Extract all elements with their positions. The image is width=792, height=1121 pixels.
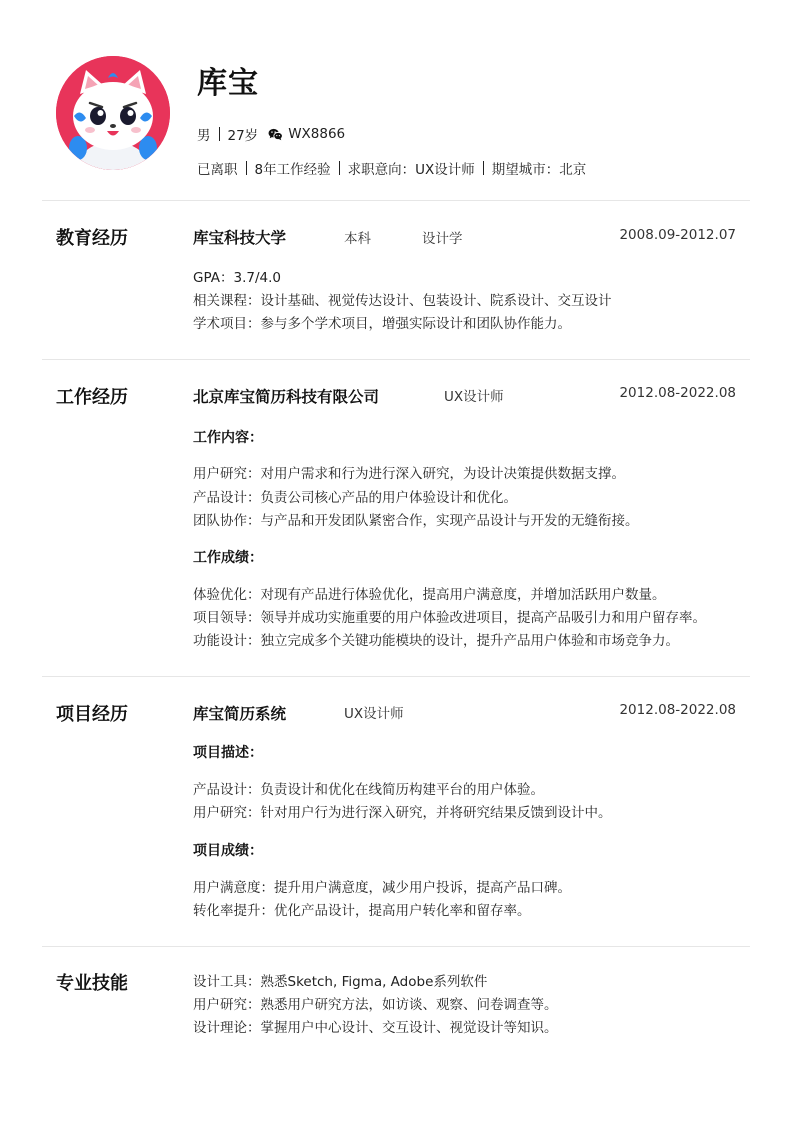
work-content-heading: 工作内容： bbox=[193, 430, 263, 446]
wechat-icon bbox=[268, 128, 283, 141]
work-experience: 8年工作经验 bbox=[254, 162, 331, 178]
project-desc-line: 用户研究：针对用户行为进行深入研究，并将研究结果反馈到设计中。 bbox=[193, 805, 612, 821]
work-content-line: 用户研究：对用户需求和行为进行深入研究，为设计决策提供数据支撑。 bbox=[193, 466, 625, 482]
job-intent: 求职意向：UX设计师 bbox=[347, 162, 475, 178]
expected-city: 期望城市：北京 bbox=[491, 162, 587, 178]
skill-line: 设计工具：熟悉Sketch, Figma, Adobe系列软件 bbox=[193, 974, 488, 990]
work-achievement-line: 体验优化：对现有产品进行体验优化，提高用户满意度，并增加活跃用户数量。 bbox=[193, 587, 666, 603]
project-role: UX设计师 bbox=[344, 706, 404, 722]
section-divider bbox=[42, 946, 750, 947]
skill-line: 设计理论：掌握用户中心设计、交互设计、视觉设计等知识。 bbox=[193, 1020, 558, 1036]
section-divider bbox=[42, 359, 750, 360]
major: 设计学 bbox=[422, 231, 463, 247]
section-divider bbox=[42, 200, 750, 201]
education-line: 相关课程：设计基础、视觉传达设计、包装设计、院系设计、交互设计 bbox=[193, 293, 612, 309]
work-achievement-line: 项目领导：领导并成功实施重要的用户体验改进项目，提高产品吸引力和用户留存率。 bbox=[193, 610, 706, 626]
work-role: UX设计师 bbox=[444, 389, 504, 405]
education-date: 2008.09-2012.07 bbox=[619, 227, 736, 243]
candidate-name: 库宝 bbox=[197, 66, 259, 101]
school-name: 库宝科技大学 bbox=[193, 229, 287, 247]
employment-status: 已离职 bbox=[197, 162, 238, 178]
gender: 男 bbox=[197, 128, 211, 144]
skill-line: 用户研究：熟悉用户研究方法，如访谈、观察、问卷调查等。 bbox=[193, 997, 558, 1013]
project-name: 库宝简历系统 bbox=[193, 705, 287, 723]
work-achievements-heading: 工作成绩： bbox=[193, 550, 263, 566]
job-info-row bbox=[197, 158, 586, 178]
education-line: GPA：3.7/4.0 bbox=[193, 270, 281, 286]
separator bbox=[483, 161, 484, 175]
work-date: 2012.08-2022.08 bbox=[619, 385, 736, 401]
work-achievement-line: 功能设计：独立完成多个关键功能模块的设计，提升产品用户体验和市场竞争力。 bbox=[193, 633, 679, 649]
company-name: 北京库宝简历科技有限公司 bbox=[193, 388, 380, 406]
cat-mascot-icon bbox=[56, 56, 170, 170]
separator bbox=[339, 161, 340, 175]
education-line: 学术项目：参与多个学术项目，增强实际设计和团队协作能力。 bbox=[193, 316, 571, 332]
degree: 本科 bbox=[344, 231, 371, 247]
work-content-line: 产品设计：负责公司核心产品的用户体验设计和优化。 bbox=[193, 490, 517, 506]
project-result-line: 用户满意度：提升用户满意度，减少用户投诉，提高产品口碑。 bbox=[193, 880, 571, 896]
project-date: 2012.08-2022.08 bbox=[619, 702, 736, 718]
separator bbox=[219, 127, 220, 141]
section-divider bbox=[42, 676, 750, 677]
project-results-heading: 项目成绩： bbox=[193, 843, 263, 859]
education-section-title: 教育经历 bbox=[56, 228, 128, 249]
separator bbox=[246, 161, 247, 175]
age: 27岁 bbox=[227, 128, 259, 144]
skills-section-title: 专业技能 bbox=[56, 973, 128, 994]
project-result-line: 转化率提升：优化产品设计，提高用户转化率和留存率。 bbox=[193, 903, 531, 919]
avatar bbox=[56, 56, 170, 170]
wechat-id: WX8866 bbox=[288, 126, 346, 142]
project-section-title: 项目经历 bbox=[56, 704, 128, 725]
work-content-line: 团队协作：与产品和开发团队紧密合作，实现产品设计与开发的无缝衔接。 bbox=[193, 513, 639, 529]
work-section-title: 工作经历 bbox=[56, 387, 128, 408]
project-desc-line: 产品设计：负责设计和优化在线简历构建平台的用户体验。 bbox=[193, 782, 544, 798]
basic-info-row bbox=[197, 124, 345, 144]
project-desc-heading: 项目描述： bbox=[193, 745, 263, 761]
